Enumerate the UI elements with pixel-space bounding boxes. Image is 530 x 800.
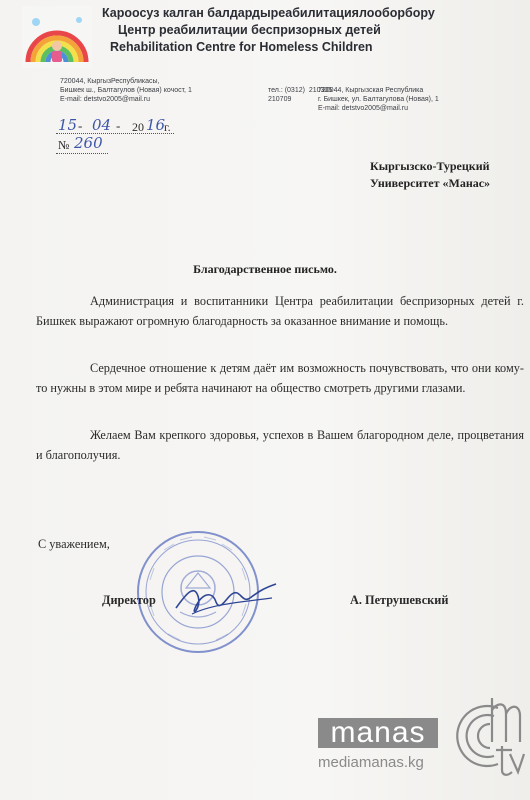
paragraph-3: Желаем Вам крепкого здоровья, успехов в Вашем благородном деле, процветания и благополучия.: [36, 428, 524, 462]
signature-icon: [172, 574, 282, 624]
address-left: 720044, КыргызРеспубликасы, Бишкек ш., Балтагулов (Новая) кочост, 1 E-mail: detstvo2005@mail.ru: [60, 78, 192, 103]
closing: С уважением,: [38, 537, 110, 551]
watermark-brand: manas: [318, 718, 438, 748]
signer-role: Директор: [102, 593, 156, 607]
media-manas-logo-icon: [440, 690, 526, 782]
date-prefix: 20: [132, 120, 144, 134]
recipient-block: [370, 158, 490, 192]
signer-name: А. Петрушевский: [350, 593, 449, 607]
org-name-kg: Кароосуз калган балдардыреабилитациялооборбору: [102, 6, 435, 20]
date-sep2: -: [116, 118, 121, 133]
letter-title: Благодарственное письмо.: [193, 262, 337, 276]
address-right: 720044, Кыргызская Республика г. Бишкек, ул. Балтагулова (Новая), 1 E-mail: detstvo2005@mail.ru: [318, 87, 439, 112]
paragraph-1: Администрация и воспитанники Центра реабилитации беспризорных детей г. Бишкек выражают огромную благодарность за оказанное внимание и помощь.: [36, 294, 524, 328]
paragraph-2: Сердечное отношение к детям даёт им возможность почувствовать, что они кому-то нужны в этом мире и ребята начинают на общество смотреть другими глазами.: [36, 361, 524, 395]
org-name-en: Rehabilitation Centre for Homeless Children: [110, 40, 373, 54]
org-name-ru: Центр реабилитации беспризорных детей: [118, 23, 381, 37]
date-month: 04: [92, 116, 112, 134]
watermark-url: mediamanas.kg: [318, 754, 424, 771]
number-underline: [56, 153, 108, 154]
date-sep1: -: [78, 118, 83, 133]
date-suffix: г.: [164, 120, 171, 134]
date-year: 16: [146, 116, 166, 134]
recipient-line-2: Университет «Манас»: [370, 176, 491, 190]
address-phone: тел.: (0312) 210305 210709: [268, 87, 333, 103]
recipient-line-1: Кыргызско-Турецкий: [370, 159, 490, 173]
number-prefix: №: [58, 138, 70, 152]
rainbow-logo: [22, 6, 92, 68]
date-day: 15: [58, 116, 78, 134]
letter-number: 260: [74, 134, 103, 152]
